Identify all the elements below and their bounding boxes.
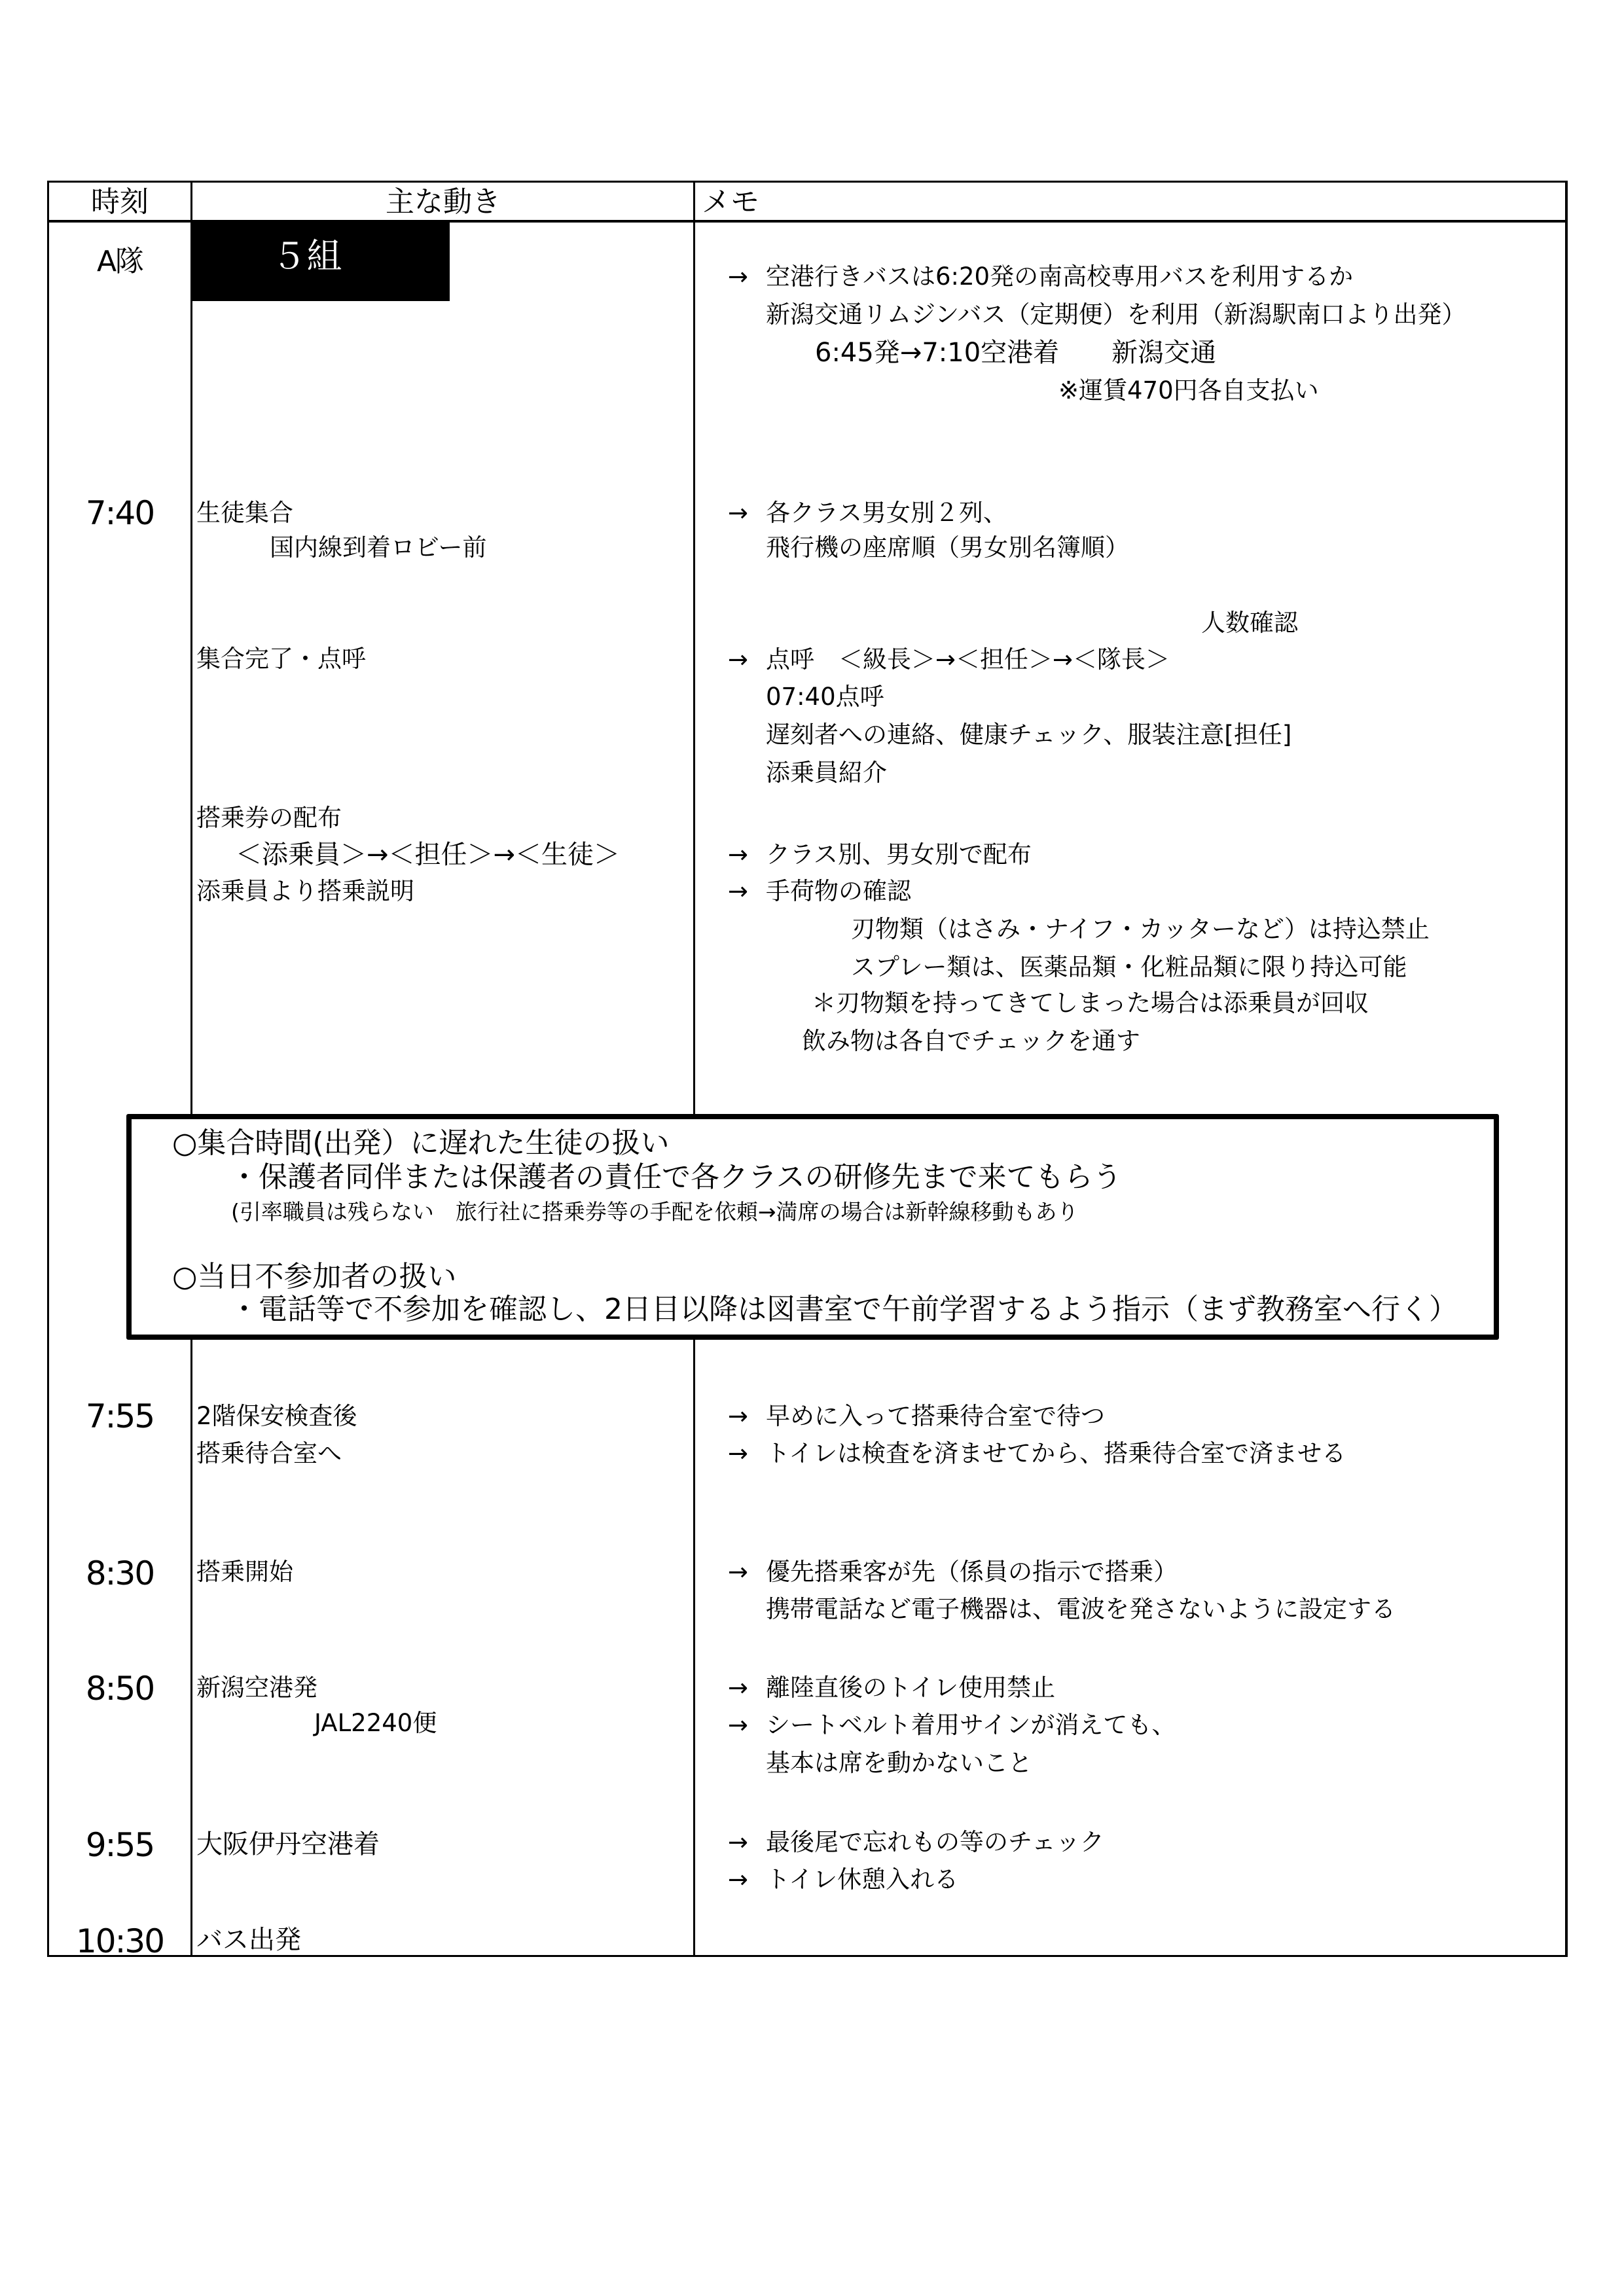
notice-late-heading: ○集合時間(出発）に遅れた生徒の扱い bbox=[172, 1126, 670, 1160]
header-time: 時刻 bbox=[91, 185, 149, 219]
action-item: 搭乗券の配布 bbox=[196, 804, 342, 832]
memo-line bbox=[766, 683, 884, 711]
notice-late-bullet: ・保護者同伴または保護者の責任で各クラスの研修先まで来てもらう bbox=[230, 1160, 1122, 1194]
memo-line bbox=[728, 499, 1007, 528]
action-item: 2階保安検査後 bbox=[196, 1402, 357, 1430]
memo-line bbox=[728, 645, 1170, 674]
arrow-icon: → bbox=[728, 840, 749, 869]
arrow-icon: → bbox=[728, 1711, 749, 1739]
class-badge-label: ５組 bbox=[271, 236, 342, 277]
column-divider-memo bbox=[693, 181, 695, 1957]
arrow-icon: → bbox=[728, 645, 749, 673]
memo-line bbox=[728, 1402, 1105, 1431]
notice-late-note: (引率職員は残らない 旅行社に搭乗券等の手配を依頼→満席の場合は新幹線移動もあり bbox=[231, 1199, 1079, 1225]
memo-text: 07:40点呼 bbox=[766, 683, 884, 711]
table-border-bottom bbox=[47, 1955, 1567, 1957]
action-item: 大阪伊丹空港着 bbox=[196, 1829, 380, 1859]
memo-line bbox=[728, 1865, 958, 1894]
memo-line bbox=[728, 1711, 1176, 1740]
action-item: 搭乗開始 bbox=[196, 1558, 293, 1586]
arrow-icon: → bbox=[728, 877, 749, 905]
memo-text: 離陸直後のトイレ使用禁止 bbox=[766, 1674, 1056, 1702]
memo-line bbox=[728, 1674, 1055, 1702]
memo-text: 添乗員紹介 bbox=[766, 759, 887, 787]
table-border-top bbox=[47, 181, 1567, 183]
time-cell: 9:55 bbox=[85, 1826, 154, 1864]
notice-box bbox=[126, 1114, 1499, 1340]
memo-line bbox=[728, 877, 911, 906]
team-label: A隊 bbox=[96, 245, 143, 278]
memo-text: スプレー類は、医薬品類・化粧品類に限り持込可能 bbox=[851, 953, 1407, 981]
time-cell: 7:40 bbox=[85, 494, 154, 532]
memo-line bbox=[766, 300, 1466, 329]
memo-text: 空港行きバスは6:20発の南高校専用バスを利用するか bbox=[766, 262, 1354, 291]
arrow-icon: → bbox=[728, 499, 749, 527]
memo-text: シートベルト着用サインが消えても、 bbox=[766, 1711, 1176, 1739]
memo-text: 6:45発→7:10空港着 新潟交通 bbox=[815, 338, 1217, 368]
memo-text: 遅刻者への連絡、健康チェック、服装注意[担任] bbox=[766, 721, 1292, 749]
notice-absent-heading: ○当日不参加者の扱い bbox=[172, 1260, 457, 1293]
memo-line bbox=[728, 1828, 1104, 1857]
memo-line bbox=[766, 759, 887, 787]
memo-text: トイレ休憩入れる bbox=[766, 1865, 959, 1893]
memo-text: 各クラス男女別２列、 bbox=[766, 499, 1007, 527]
memo-text: 基本は席を動かないこと bbox=[766, 1749, 1032, 1777]
action-item: 生徒集合 bbox=[196, 499, 293, 527]
memo-text: 刃物類（はさみ・ナイフ・カッターなど）は持込禁止 bbox=[851, 915, 1430, 943]
memo-text: 飲み物は各自でチェックを通す bbox=[802, 1027, 1140, 1055]
action-item: 国内線到着ロビー前 bbox=[270, 533, 487, 562]
memo-text: 新潟交通リムジンバス（定期便）を利用（新潟駅南口より出発） bbox=[766, 300, 1466, 329]
header-memo: メモ bbox=[702, 185, 759, 219]
memo-line bbox=[802, 1027, 1140, 1056]
memo-line bbox=[728, 840, 1032, 869]
arrow-icon: → bbox=[728, 262, 749, 291]
memo-line bbox=[851, 915, 1430, 944]
memo-line bbox=[728, 262, 1353, 291]
memo-line bbox=[1201, 609, 1298, 637]
memo-text: 携帯電話など電子機器は、電波を発さないように設定する bbox=[766, 1595, 1396, 1623]
memo-text: 点呼 ＜級長＞→＜担任＞→＜隊長＞ bbox=[766, 645, 1170, 673]
arrow-icon: → bbox=[728, 1828, 749, 1856]
action-item: 添乗員より搭乗説明 bbox=[196, 877, 414, 905]
action-item: バス出発 bbox=[196, 1925, 301, 1955]
arrow-icon: → bbox=[728, 1674, 749, 1702]
arrow-icon: → bbox=[728, 1865, 749, 1893]
memo-text: 飛行機の座席順（男女別名簿順） bbox=[766, 533, 1129, 562]
header-action: 主な動き bbox=[386, 185, 501, 219]
memo-line bbox=[728, 1439, 1346, 1468]
memo-line bbox=[815, 338, 1216, 367]
action-item: ＜添乗員＞→＜担任＞→＜生徒＞ bbox=[236, 840, 621, 870]
arrow-icon: → bbox=[728, 1558, 749, 1586]
table-border-right bbox=[1565, 181, 1568, 1957]
memo-text: ※運賃470円各自支払い bbox=[1058, 376, 1319, 404]
memo-line bbox=[766, 1595, 1396, 1624]
memo-line bbox=[851, 953, 1407, 982]
action-item: JAL2240便 bbox=[314, 1709, 437, 1737]
action-item: 新潟空港発 bbox=[196, 1674, 317, 1702]
memo-text: 最後尾で忘れもの等のチェック bbox=[766, 1828, 1104, 1856]
memo-text: 手荷物の確認 bbox=[766, 877, 911, 905]
memo-text: ＊刃物類を持ってきてしまった場合は添乗員が回収 bbox=[812, 989, 1369, 1017]
memo-line bbox=[766, 1749, 1032, 1778]
time-cell: 8:30 bbox=[85, 1554, 154, 1592]
memo-text: トイレは検査を済ませてから、搭乗待合室で済ませる bbox=[766, 1439, 1346, 1467]
memo-line bbox=[728, 1558, 1178, 1587]
time-cell: 10:30 bbox=[75, 1922, 164, 1960]
memo-text: 早めに入って搭乗待合室で待つ bbox=[766, 1402, 1105, 1430]
time-cell: 7:55 bbox=[85, 1397, 154, 1435]
arrow-icon: → bbox=[728, 1439, 749, 1467]
action-item: 集合完了・点呼 bbox=[196, 645, 366, 673]
notice-absent-bullet: ・電話等で不参加を確認し、2日目以降は図書室で午前学習するよう指示（まず教務室へ行く） bbox=[230, 1293, 1458, 1326]
memo-line bbox=[1058, 376, 1319, 405]
action-item: 搭乗待合室へ bbox=[196, 1439, 342, 1467]
memo-text: 人数確認 bbox=[1201, 609, 1298, 637]
memo-line bbox=[766, 721, 1291, 749]
memo-text: 優先搭乗客が先（係員の指示で搭乗） bbox=[766, 1558, 1178, 1586]
memo-line bbox=[812, 989, 1369, 1018]
time-cell: 8:50 bbox=[85, 1670, 154, 1708]
memo-text: クラス別、男女別で配布 bbox=[766, 840, 1032, 869]
class-badge bbox=[192, 223, 450, 301]
arrow-icon: → bbox=[728, 1402, 749, 1430]
memo-line bbox=[766, 533, 1129, 562]
